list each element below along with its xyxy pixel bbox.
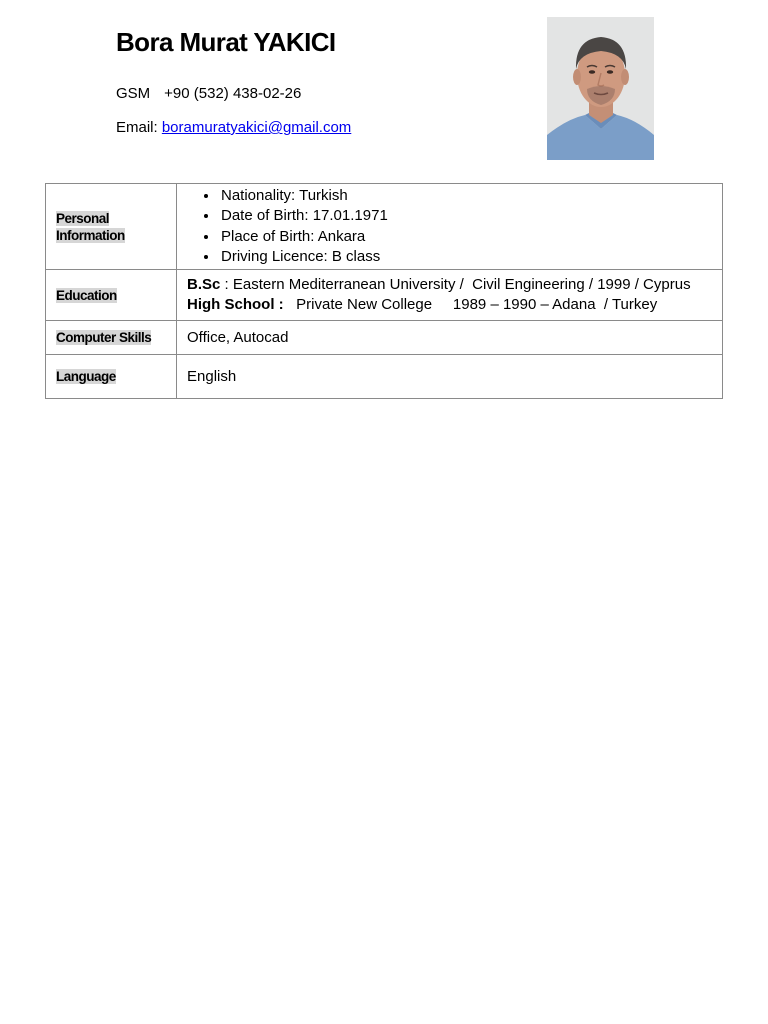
list-item: • Nationality: Turkish (219, 186, 722, 206)
list-item: • Driving Licence: B class (219, 247, 722, 267)
computer-skills-row (46, 321, 723, 355)
computer-skills-label: Computer Skills (56, 330, 152, 346)
personal-info-list (187, 186, 722, 267)
personal-info-label-cell (46, 184, 177, 270)
computer-skills-value: Office, Autocad (177, 321, 723, 355)
gsm-value: +90 (532) 438-02-26 (164, 85, 302, 102)
education-value-cell (177, 270, 723, 321)
language-label: Language (56, 369, 116, 385)
personal-info-row (46, 184, 723, 270)
education-row (46, 270, 723, 321)
education-highschool-line (187, 295, 722, 316)
cv-table (45, 183, 723, 399)
gsm-line (116, 85, 301, 102)
language-value: English (177, 355, 723, 399)
language-row (46, 355, 723, 399)
gsm-label: GSM (116, 85, 151, 102)
bsc-text: : Eastern Mediterranean University / Civil Engineering / 1999 / Cyprus (220, 275, 691, 293)
email-label: Email: (116, 119, 162, 136)
email-link[interactable]: boramuratyakici@gmail.com (161, 119, 352, 136)
portrait-image (547, 17, 654, 160)
list-item: • Place of Birth: Ankara (219, 227, 722, 247)
person-name: Bora Murat YAKICI (116, 27, 336, 57)
computer-skills-label-cell (46, 321, 177, 355)
profile-photo (547, 17, 654, 160)
highschool-text: Private New College 1989 – 1990 – Adana / Turkey (283, 296, 658, 314)
education-label: Education (56, 287, 117, 303)
personal-info-label-line1: Personal (56, 210, 110, 226)
education-label-cell (46, 270, 177, 321)
email-line (116, 119, 351, 136)
personal-info-label (56, 211, 125, 243)
language-label-cell (46, 355, 177, 399)
list-item: • Date of Birth: 17.01.1971 (219, 206, 722, 226)
personal-info-label-line2: Information (56, 227, 125, 243)
education-bsc-line (187, 275, 722, 296)
bsc-label: B.Sc (187, 275, 221, 293)
personal-info-value-cell (177, 184, 723, 270)
highschool-label: High School : (187, 296, 284, 314)
